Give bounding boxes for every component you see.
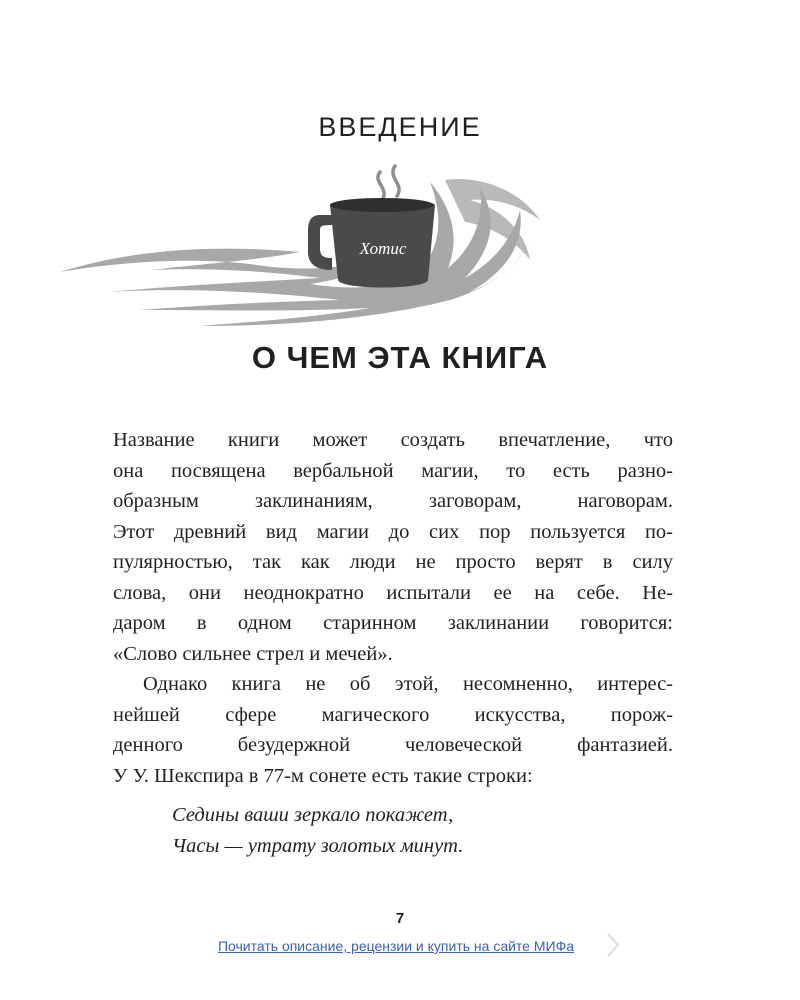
poem-line: Часы — утрату золотых минут.: [172, 835, 464, 857]
text-line: Название книги может создать впечатление, что: [113, 429, 673, 451]
text-line: нейшей сфере магического искусства, порож-: [113, 703, 673, 726]
mug-logo: Хотис: [359, 239, 407, 258]
text-line: образным заклинаниям, заговорам, наговорам.: [113, 490, 673, 512]
text-line: «Слово сильнее стрел и мечей».: [113, 642, 393, 665]
poem-line: Седины ваши зеркало покажет,: [172, 804, 454, 826]
poem-quote: [172, 800, 652, 862]
swirl-wind: [60, 179, 540, 326]
coffee-mug-swirl-icon: [50, 160, 610, 340]
text-line: Однако книга не об этой, несомненно, интерес-: [143, 673, 673, 695]
text-line: У У. Шекспира в 77-м сонете есть такие строки:: [113, 764, 533, 787]
section-label: ВВЕДЕНИЕ: [318, 112, 482, 142]
text-line: Этот древний вид магии до сих пор пользуется по-: [113, 520, 673, 543]
chapter-title: О ЧЕМ ЭТА КНИГА: [251, 340, 549, 375]
paragraph-2: [113, 669, 673, 791]
body-text: [113, 425, 673, 791]
steam-icon: [378, 166, 399, 200]
page-number: 7: [395, 910, 405, 927]
promo-link[interactable]: Почитать описание, рецензии и купить на сайте МИФа: [217, 938, 575, 954]
text-line: денного безудержной человеческой фантазией.: [113, 734, 673, 756]
text-line: она посвящена вербальной магии, то есть разно-: [113, 459, 673, 482]
chevron-right-icon[interactable]: [604, 930, 624, 960]
paragraph-1: [113, 425, 673, 669]
text-line: даром в одном старинном заклинании говорится:: [113, 612, 673, 634]
text-line: слова, они неоднократно испытали ее на себе. Не-: [113, 581, 673, 604]
text-line: пулярностью, так как люди не просто верят в силу: [113, 551, 673, 573]
